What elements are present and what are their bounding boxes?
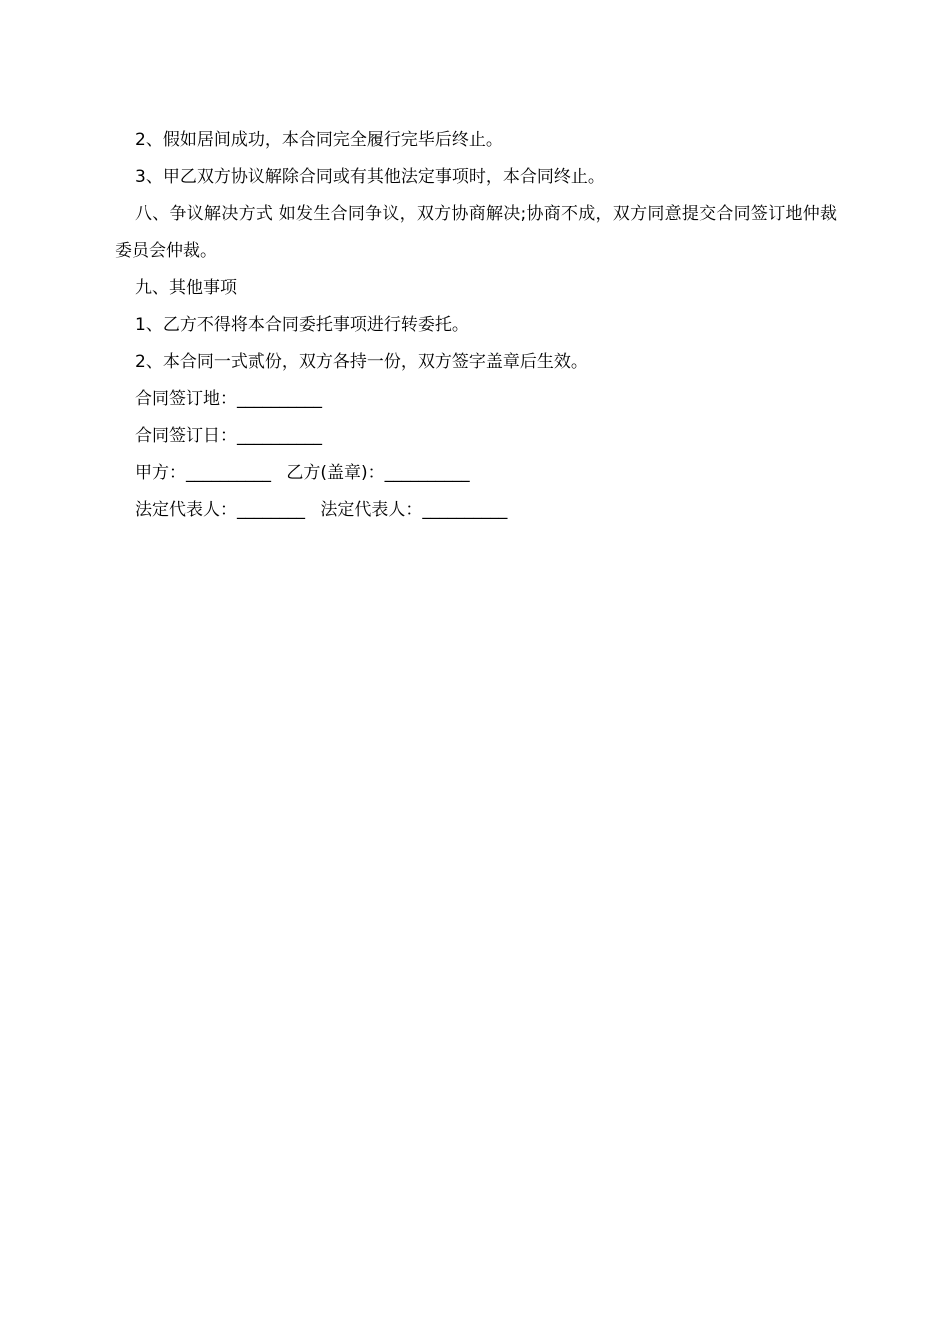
clause-termination-agreement: 3、甲乙双方协议解除合同或有其他法定事项时，本合同终止。 xyxy=(135,167,605,187)
parties-signature-row xyxy=(115,455,837,492)
clause-dispute-resolution: 八、争议解决方式 如发生合同争议，双方协商解决;协商不成，双方同意提交合同签订地仲裁委员会仲裁。 xyxy=(115,204,837,261)
representative-b-field: 法定代表人：__________ xyxy=(320,500,508,520)
signing-date-field: 合同签订日：__________ xyxy=(135,426,322,446)
clause-termination-success: 2、假如居间成功，本合同完全履行完毕后终止。 xyxy=(135,130,503,150)
clause-copies-effective: 2、本合同一式贰份，双方各持一份，双方签字盖章后生效。 xyxy=(135,352,588,372)
document-body xyxy=(115,122,837,529)
representative-a-field: 法定代表人：________ xyxy=(135,500,305,520)
party-a-field: 甲方：__________ xyxy=(135,463,271,483)
representatives-signature-row xyxy=(115,492,837,529)
clause-no-subdelegation: 1、乙方不得将本合同委托事项进行转委托。 xyxy=(135,315,469,335)
signing-place-field: 合同签订地：__________ xyxy=(135,389,322,409)
section-other-matters-heading: 九、其他事项 xyxy=(135,278,237,298)
party-b-field: 乙方(盖章)：__________ xyxy=(286,463,470,483)
